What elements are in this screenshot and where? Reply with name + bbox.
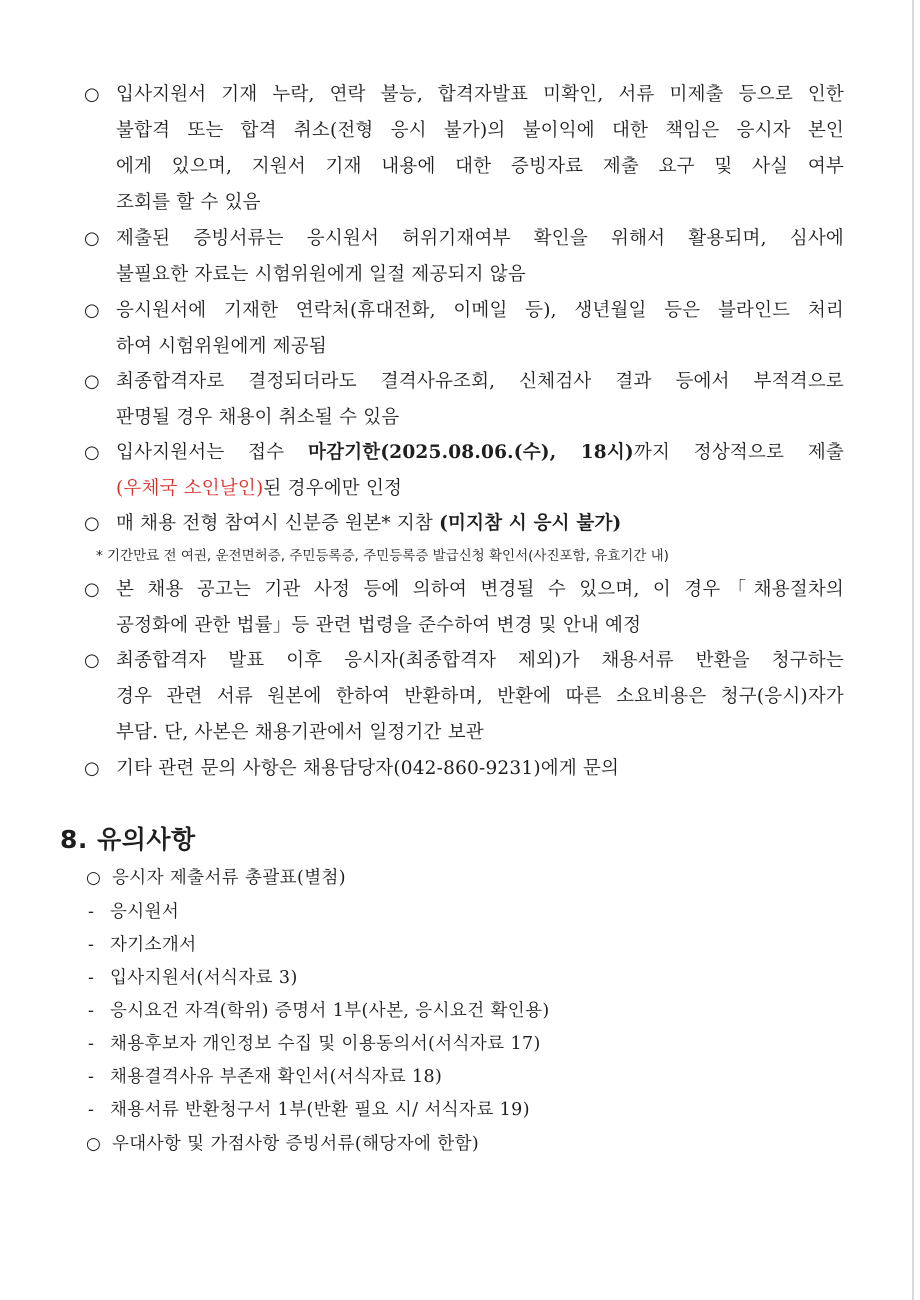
postmark-line	[116, 471, 844, 507]
section-title: 8. 유의사항	[60, 825, 196, 854]
bullet-line: 공정화에 관한 법률」등 관련 법령을 준수하여 변경 및 안내 예정	[116, 615, 642, 636]
dash-icon: -	[88, 1067, 95, 1087]
checklist-item-label: 응시자 제출서류 총괄표(별첨)	[112, 868, 347, 888]
circle-bullet-icon: ○	[86, 1134, 102, 1154]
dash-icon: -	[88, 1100, 95, 1120]
checklist-item-label: 우대사항 및 가점사항 증빙서류(해당자에 한함)	[112, 1134, 480, 1154]
circle-bullet-icon: ○	[84, 513, 100, 534]
bullet-line: 하여 시험위원에게 제공됨	[116, 336, 327, 357]
document-list-item	[88, 962, 298, 995]
dash-icon: -	[88, 1034, 95, 1054]
circle-bullet-icon: ○	[84, 228, 100, 249]
dash-icon: -	[88, 1001, 95, 1021]
bullet-line: 부담. 단, 사본은 채용기관에서 일정기간 보관	[116, 722, 484, 743]
dash-icon: -	[88, 968, 95, 988]
id-line	[116, 506, 844, 542]
bullet-line: 조회를 할 수 있음	[116, 192, 261, 213]
document-list-item	[88, 1094, 530, 1127]
circle-bullet-icon: ○	[84, 442, 100, 463]
document-list-item	[88, 1061, 442, 1094]
circle-bullet-icon: ○	[84, 758, 100, 779]
bullet-line: 응시원서에 기재한 연락처(휴대전화, 이메일 등), 생년월일 등은 블라인드 처리	[116, 300, 844, 321]
document-list-label: 입사지원서(서식자료 3)	[110, 968, 298, 988]
bullet-line: 본 채용 공고는 기관 사정 등에 의하여 변경될 수 있으며, 이 경우「채용절차의	[116, 579, 844, 600]
circle-bullet-icon: ○	[84, 371, 100, 392]
circle-bullet-icon: ○	[84, 579, 100, 600]
document-list-label: 응시원서	[110, 902, 180, 922]
bullet-line: 판명될 경우 채용이 취소될 수 있음	[116, 407, 400, 428]
bullet-line: 불필요한 자료는 시험위원에게 일절 제공되지 않음	[116, 264, 526, 285]
document-list-label: 자기소개서	[110, 935, 197, 955]
bullet-line: 입사지원서 기재 누락, 연락 불능, 합격자발표 미확인, 서류 미제출 등으로 인한	[116, 84, 844, 105]
bullet-line: 최종합격자로 결정되더라도 결격사유조회, 신체검사 결과 등에서 부적격으로	[116, 371, 844, 392]
id-text: 매 채용 전형 참여시 신분증 원본* 지참	[116, 513, 440, 534]
bullet-line: 기타 관련 문의 사항은 채용담당자(042-860-9231)에게 문의	[116, 758, 620, 779]
circle-bullet-icon: ○	[84, 84, 100, 105]
deadline-text-end: 까지 정상적으로 제출	[633, 442, 844, 463]
document-list-label: 채용후보자 개인정보 수집 및 이용동의서(서식자료 17)	[110, 1034, 541, 1054]
circle-bullet-icon: ○	[84, 650, 100, 671]
document-list-item	[88, 1028, 541, 1061]
document-list-label: 채용결격사유 부존재 확인서(서식자료 18)	[110, 1067, 443, 1087]
checklist-item	[86, 1128, 479, 1161]
checklist-item	[86, 862, 346, 895]
deadline-emphasis: 마감기한(2025.08.06.(수), 18시)	[308, 442, 634, 463]
document-list-item	[88, 995, 550, 1028]
id-emphasis: (미지참 시 응시 불가)	[439, 513, 622, 534]
deadline-text: 입사지원서는 접수	[116, 442, 309, 463]
deadline-line	[116, 435, 844, 471]
bullet-line: 제출된 증빙서류는 응시원서 허위기재여부 확인을 위해서 활용되며, 심사에	[116, 228, 844, 249]
postmark-rest: 된 경우에만 인정	[263, 478, 403, 499]
document-list-item	[88, 929, 197, 962]
postmark-note: (우체국 소인날인)	[116, 478, 264, 499]
circle-bullet-icon: ○	[86, 868, 102, 888]
bullet-line: 불합격 또는 합격 취소(전형 응시 불가)의 불이익에 대한 책임은 응시자 본인	[116, 120, 844, 141]
id-footnote: * 기간만료 전 여권, 운전면허증, 주민등록증, 주민등록증 발급신청 확인서(사진포함, 유효기간 내)	[96, 548, 669, 564]
circle-bullet-icon: ○	[84, 300, 100, 321]
bullet-line: 최종합격자 발표 이후 응시자(최종합격자 제외)가 채용서류 반환을 청구하는	[116, 650, 844, 671]
document-list-item	[88, 896, 179, 929]
dash-icon: -	[88, 935, 95, 955]
document-list-label: 응시요건 자격(학위) 증명서 1부(사본, 응시요건 확인용)	[110, 1001, 550, 1021]
bullet-line: 에게 있으며, 지원서 기재 내용에 대한 증빙자료 제출 요구 및 사실 여부	[116, 156, 844, 177]
dash-icon: -	[88, 902, 95, 922]
document-list-label: 채용서류 반환청구서 1부(반환 필요 시/ 서식자료 19)	[110, 1100, 530, 1120]
bullet-line: 경우 관련 서류 원본에 한하여 반환하며, 반환에 따른 소요비용은 청구(응시)자가	[116, 686, 844, 707]
